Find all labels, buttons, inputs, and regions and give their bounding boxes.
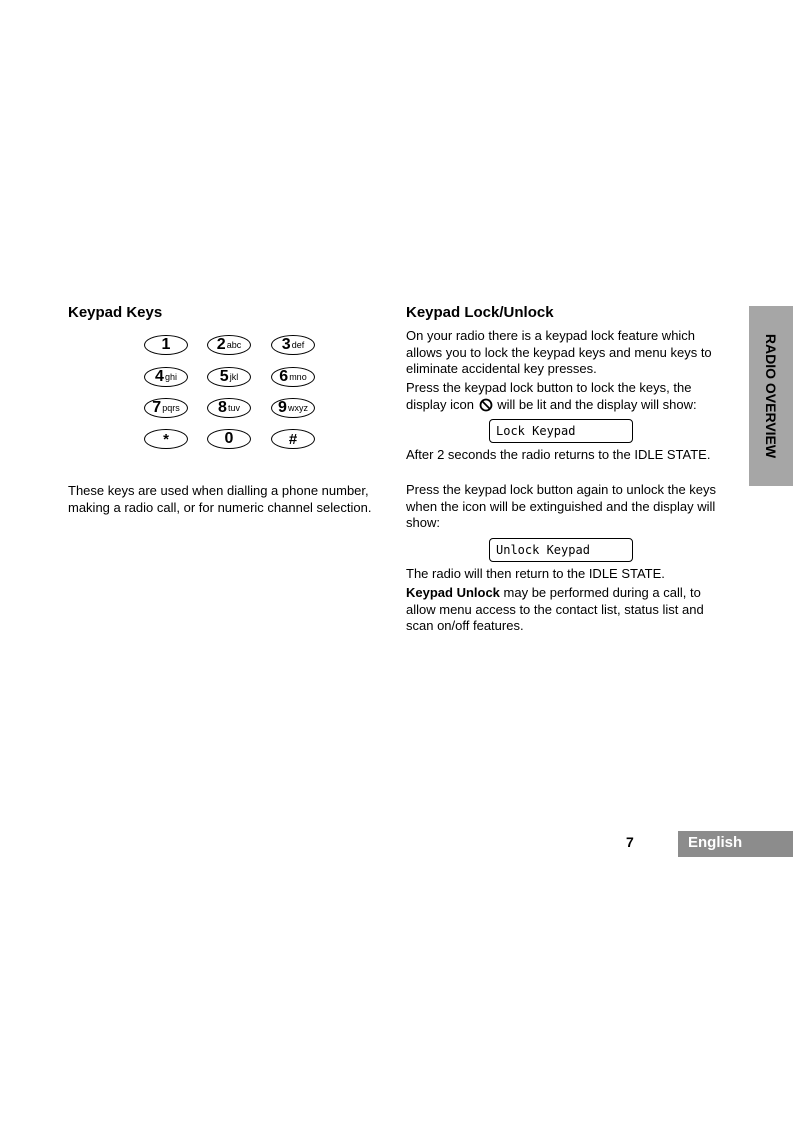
key-number: 4 bbox=[155, 368, 164, 385]
key-5 bbox=[207, 367, 251, 387]
key-6 bbox=[271, 367, 315, 387]
key-number: 2 bbox=[216, 336, 226, 353]
lock-intro-paragraph: On your radio there is a keypad lock feature which allows you to lock the keypad keys and menu keys to eliminate accidental key presses. bbox=[406, 328, 712, 376]
key-8 bbox=[207, 398, 251, 418]
unlock-during-call-text: may be performed during a call, to allow menu access to the contact list, status list and scan on/off features. bbox=[406, 585, 704, 633]
key-hash bbox=[271, 429, 315, 449]
key-symbol: * bbox=[163, 430, 169, 448]
key-number: 1 bbox=[161, 336, 171, 353]
key-number: 9 bbox=[278, 399, 287, 416]
lock-keypad-display: Lock Keypad bbox=[489, 419, 633, 443]
key-number: 3 bbox=[281, 336, 291, 353]
key-letters: def bbox=[291, 339, 305, 350]
unlock-keypad-display: Unlock Keypad bbox=[489, 538, 633, 562]
unlock-during-call-paragraph bbox=[406, 585, 728, 635]
key-4 bbox=[144, 367, 188, 387]
key-number: 6 bbox=[279, 368, 289, 385]
key-letters: wxyz bbox=[287, 402, 308, 413]
keypad-keys-description: These keys are used when dialling a phone number, making a radio call, or for numeric channel selection. bbox=[68, 483, 372, 515]
keypad-unlock-term: Keypad Unlock bbox=[406, 585, 500, 600]
key-letters: jkl bbox=[229, 371, 239, 382]
section-side-tab-label: RADIO OVERVIEW bbox=[763, 333, 779, 459]
page-number: 7 bbox=[626, 834, 634, 850]
key-letters: tuv bbox=[227, 402, 240, 413]
key-star bbox=[144, 429, 188, 449]
lock-instruction-text: Press the keypad lock button to lock the keys, the display icon bbox=[406, 380, 692, 412]
key-letters: ghi bbox=[164, 371, 177, 382]
unlock-instruction-paragraph: Press the keypad lock button again to unlock the keys when the icon will be extinguished and the display will show: bbox=[406, 482, 717, 530]
key-number: 5 bbox=[219, 368, 229, 385]
key-number: 8 bbox=[218, 399, 227, 416]
lock-instruction-text-2: will be lit and the display will show: bbox=[497, 396, 697, 412]
keypad-lock-heading: Keypad Lock/Unlock bbox=[406, 304, 554, 321]
idle-return-paragraph: After 2 seconds the radio returns to the IDLE STATE. bbox=[406, 447, 711, 462]
key-symbol: # bbox=[288, 430, 298, 448]
key-number: 0 bbox=[224, 430, 234, 447]
language-tab: English bbox=[678, 831, 793, 857]
key-letters: abc bbox=[226, 339, 242, 350]
key-3 bbox=[271, 335, 315, 355]
key-letters: mno bbox=[289, 371, 307, 382]
key-7 bbox=[144, 398, 188, 418]
key-number: 7 bbox=[152, 399, 162, 416]
keypad-illustration bbox=[144, 335, 320, 455]
keypad-lock-icon bbox=[479, 398, 493, 412]
idle-state-paragraph: The radio will then return to the IDLE STATE. bbox=[406, 566, 665, 581]
key-2 bbox=[207, 335, 251, 355]
key-9 bbox=[271, 398, 315, 418]
keypad-keys-heading: Keypad Keys bbox=[68, 304, 163, 321]
key-1 bbox=[144, 335, 188, 355]
key-0 bbox=[207, 429, 251, 449]
section-side-tab bbox=[749, 306, 793, 486]
key-letters: pqrs bbox=[162, 402, 180, 413]
lock-instruction-paragraph bbox=[406, 380, 728, 413]
